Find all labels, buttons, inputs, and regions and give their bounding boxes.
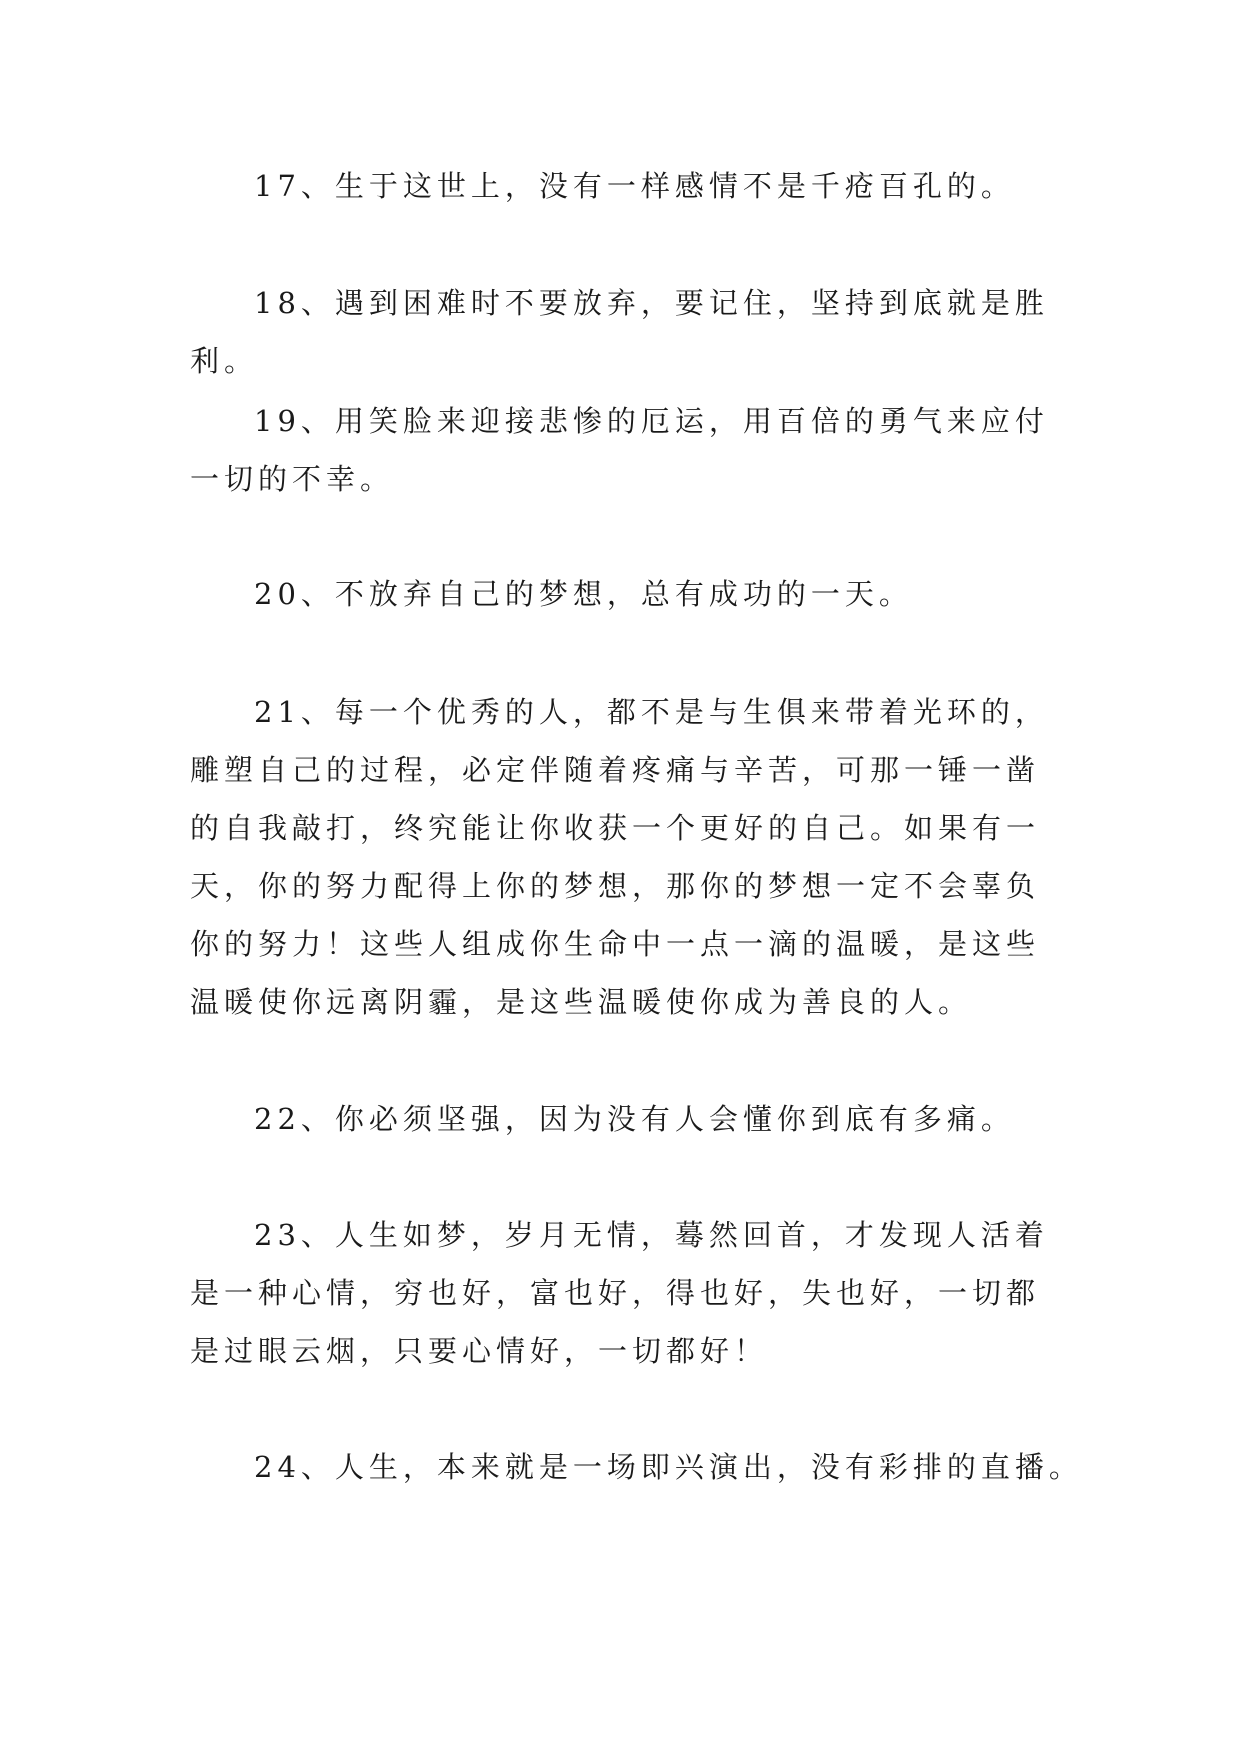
paragraph-18: 18、遇到困难时不要放弃，要记住，坚持到底就是胜利。 — [190, 286, 1049, 378]
paragraph-19: 19、用笑脸来迎接悲惨的厄运，用百倍的勇气来应付一切的不幸。 — [190, 404, 1049, 496]
paragraph-22: 22、你必须坚强，因为没有人会懂你到底有多痛。 — [254, 1102, 1015, 1136]
paragraph-24: 24、人生，本来就是一场即兴演出，没有彩排的直播。 — [254, 1450, 1083, 1484]
paragraph-21: 21、每一个优秀的人，都不是与生俱来带着光环的，雕塑自己的过程，必定伴随着疼痛与辛苦，可那一锤一凿的自我敲打，终究能让你收获一个更好的自己。如果有一天，你的努力配得上你的梦想，那你的梦想一定不会辜负你的努力！这些人组成你生命中一点一滴的温暖，是这些温暖使你远离阴霾，是这些温暖使你成为善良的人。 — [190, 695, 1049, 1019]
paragraph-17: 17、生于这世上，没有一样感情不是千疮百孔的。 — [254, 169, 1015, 203]
paragraph-20: 20、不放弃自己的梦想，总有成功的一天。 — [254, 577, 913, 611]
paragraph-23: 23、人生如梦，岁月无情，蓦然回首，才发现人活着是一种心情，穷也好，富也好，得也好，失也好，一切都是过眼云烟，只要心情好，一切都好！ — [190, 1218, 1049, 1368]
